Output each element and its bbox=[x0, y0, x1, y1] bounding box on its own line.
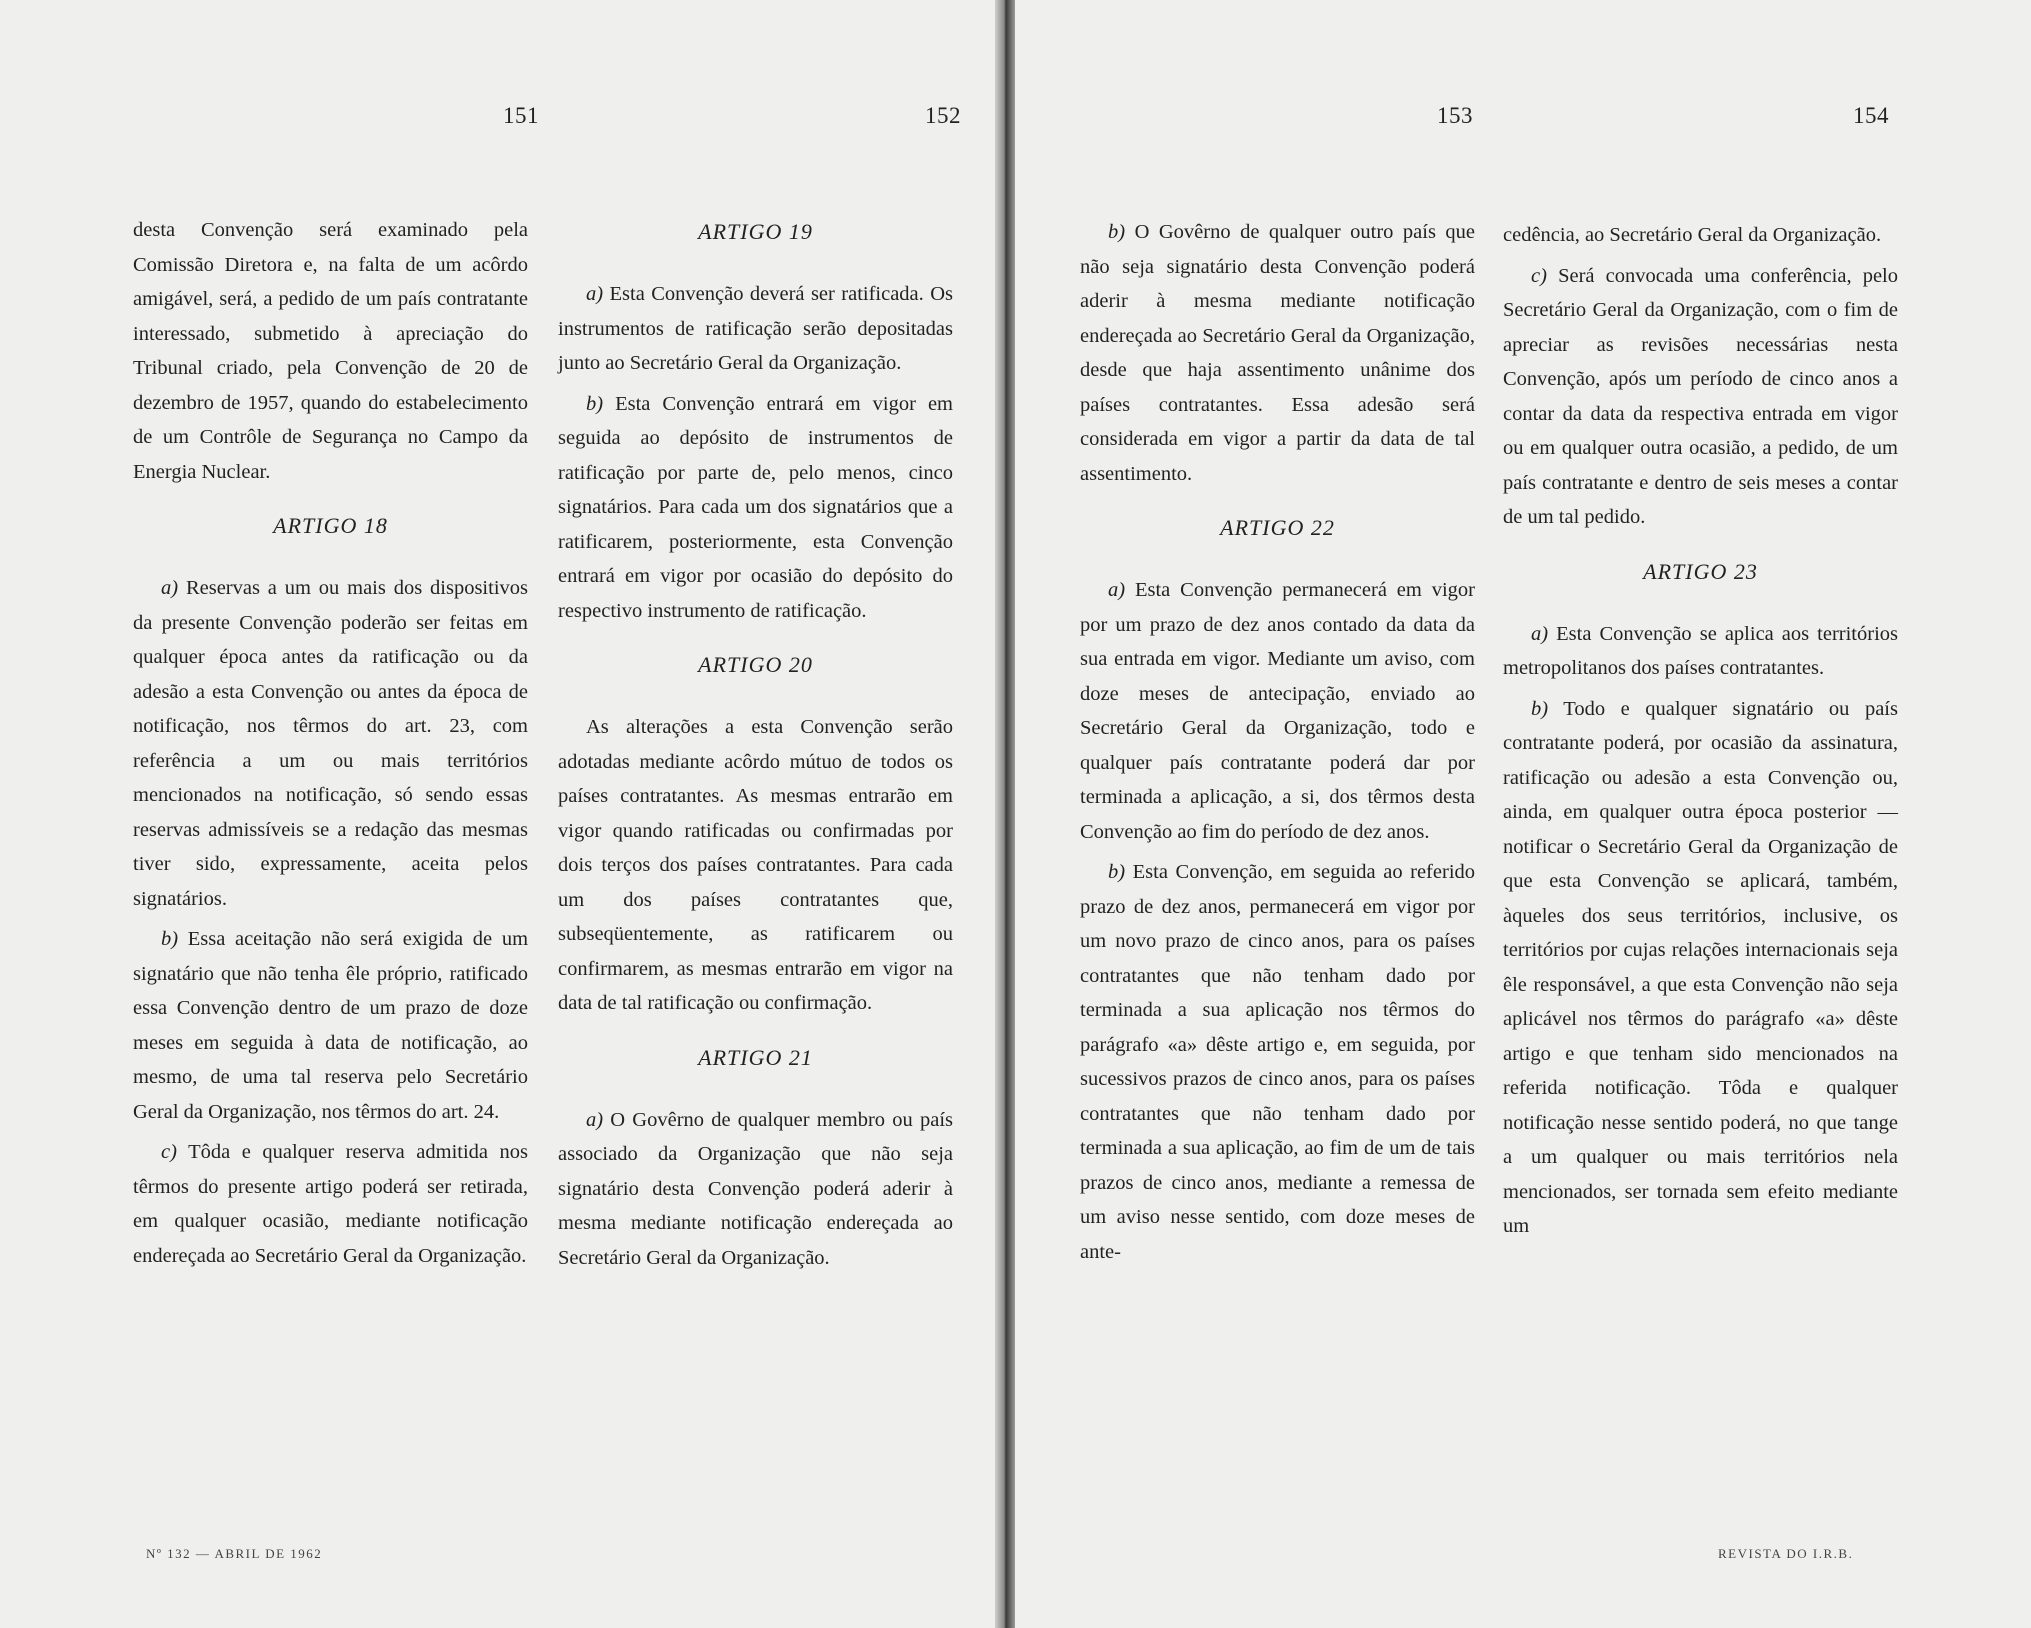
article-heading: ARTIGO 23 bbox=[1643, 558, 1758, 584]
item-label: a) bbox=[1531, 622, 1549, 645]
paragraph: As alterações a esta Convenção serão adotadas mediante acôrdo mútuo de todos os países contratantes. As mesmas entrarão em vigor quando ratificadas ou confirmadas por dois terços dos países contratantes. Para cada um dos países contratantes que, subseqüentemente, as ratificarem ou confirmarem, as mesmas entrarão em vigor na data de tal ratificação ou confirmação. bbox=[558, 716, 953, 1014]
item-text: Esta Convenção se aplica aos territórios metropolitanos dos países contratantes. bbox=[1503, 622, 1899, 679]
item-label: a) bbox=[586, 1108, 604, 1131]
footer-issue: Nº 132 — ABRIL DE 1962 bbox=[146, 1546, 323, 1561]
item-text: O Govêrno de qualquer outro país que não seja signatário desta Convenção poderá aderir à mesma mediante notificação endereçada ao Secretário Geral da Organização, desde que haja assentimento unânime dos países contratantes. Essa adesão será considerada em vigor a partir da data de tal assentimento. bbox=[1080, 221, 1476, 485]
item-label: b) bbox=[1531, 697, 1549, 720]
item-text: Essa aceitação não será exigida de um signatário que não tenha êle próprio, ratificado essa Convenção dentro de um prazo de doze meses em seguida à data de notificação, ao mesmo, de uma tal reserva pelo Secretário Geral da Organização, nos têrmos do art. 24. bbox=[133, 928, 529, 1123]
item-text: Reservas a um ou mais dos dispositivos da presente Convenção poderão ser feitas em qualquer época antes da ratificação ou da adesão a esta Convenção ou antes da época de notificação, nos têrmos do art. 23, com referência a um ou mais territórios mencionados na notificação, só sendo essas reservas admissíveis se a redação das mesmas tiver sido, expressamente, aceita pelos signatários. bbox=[133, 577, 528, 910]
paragraph bbox=[558, 1103, 953, 1276]
paragraph bbox=[558, 387, 953, 629]
paragraph bbox=[133, 1135, 528, 1273]
item-label: a) bbox=[161, 577, 179, 599]
item-label: a) bbox=[1108, 579, 1126, 601]
item-label: b) bbox=[161, 928, 179, 950]
paragraph: desta Convenção será examinado pela Comissão Diretora e, na falta de um acôrdo amigável, será, a pedido de um país contratante interessado, submetido à apreciação do Tribunal criado, pela Convenção de 20 de dezembro de 1957, quando do estabelecimento de um Contrôle de Segurança no Campo da Energia Nuclear. bbox=[133, 219, 528, 483]
column-page-152 bbox=[558, 215, 953, 1281]
paragraph bbox=[558, 277, 953, 381]
article-heading: ARTIGO 20 bbox=[698, 652, 813, 677]
item-text: Esta Convenção entrará em vigor em seguida ao depósito de instrumentos de ratificação por parte de, pelo menos, cinco signatários. Para cada um dos signatários que a ratificarem, posteriormente, esta Convenção entrará em vigor por ocasião do depósito do respectivo instrumento de ratificação. bbox=[558, 392, 953, 622]
paragraph bbox=[1080, 573, 1475, 849]
paragraph bbox=[1503, 692, 1898, 1244]
item-label: c) bbox=[1531, 264, 1547, 287]
item-label: c) bbox=[161, 1141, 177, 1163]
paragraph bbox=[1503, 259, 1898, 535]
item-text: Tôda e qualquer reserva admitida nos têrmos do presente artigo poderá ser retirada, em qualquer ocasião, mediante notificação endereçada ao Secretário Geral da Organização. bbox=[133, 1141, 528, 1267]
book-gutter bbox=[995, 0, 1015, 1628]
item-label: a) bbox=[586, 283, 604, 305]
column-page-153 bbox=[1080, 215, 1475, 1275]
item-text: Esta Convenção permanecerá em vigor por um prazo de dez anos contado da data da sua entrada em vigor. Mediante um aviso, com doze meses de antecipação, enviado ao Secretário Geral da Organização, todo e qualquer país contratante poderá dar por terminada a aplicação, a si, dos têrmos desta Convenção ao fim do período de dez anos. bbox=[1080, 579, 1476, 843]
paragraph bbox=[1080, 855, 1475, 1269]
item-text: Esta Convenção, em seguida ao referido prazo de dez anos, permanecerá em vigor por um novo prazo de cinco anos, para os países contratantes que não tenham dado por terminada a sua aplicação nos têrmos do parágrafo «a» dêste artigo e, em seguida, por sucessivos prazos de cinco anos, para os países contratantes que não tenham dado por terminada a sua aplicação, ao fim de um de tais prazos de cinco anos, mediante a remessa de um aviso nesse sentido, com doze meses de ante- bbox=[1080, 861, 1476, 1263]
paragraph: cedência, ao Secretário Geral da Organização. bbox=[1503, 224, 1882, 246]
page-number-152: 152 bbox=[925, 103, 961, 128]
item-text: Será convocada uma conferência, pelo Secretário Geral da Organização, com o fim de apreciar as revisões necessárias nesta Convenção, após um período de cinco anos a contar da data da respectiva entrada em vigor ou em qualquer outra ocasião, a pedido, de um país contratante e dentro de seis meses a contar de um tal pedido. bbox=[1503, 264, 1898, 528]
article-heading: ARTIGO 22 bbox=[1220, 515, 1335, 540]
footer-journal: REVISTA DO I.R.B. bbox=[1718, 1546, 1854, 1561]
item-text: Todo e qualquer signatário ou país contratante poderá, por ocasião da assinatura, ratificação ou adesão a esta Convenção ou, ainda, em qualquer outra época posterior — notificar o Secretário Geral da Organização de que esta Convenção se aplicará, também, àqueles dos seus territórios, inclusive, os territórios por cujas relações internacionais seja êle responsável, a que esta Convenção não seja aplicável nos têrmos do parágrafo «a» dêste artigo e que tenham sido mencionados na referida notificação. Tôda e qualquer notificação nesse sentido poderá, no que tange a um qualquer ou mais territórios nela mencionados, ser tornada sem efeito mediante um bbox=[1503, 697, 1898, 1237]
article-heading: ARTIGO 21 bbox=[698, 1044, 813, 1070]
paragraph bbox=[1503, 617, 1898, 686]
item-text: O Govêrno de qualquer membro ou país associado da Organização que não seja signatário desta Convenção poderá aderir à mesma mediante notificação endereçada ao Secretário Geral da Organização. bbox=[558, 1108, 953, 1269]
paragraph bbox=[133, 571, 528, 916]
page-number-151: 151 bbox=[503, 103, 539, 128]
article-heading: ARTIGO 19 bbox=[698, 219, 813, 244]
page-number-154: 154 bbox=[1853, 103, 1889, 128]
page-number-153: 153 bbox=[1437, 103, 1473, 128]
column-page-154 bbox=[1503, 218, 1898, 1250]
paragraph bbox=[133, 922, 528, 1129]
column-page-151 bbox=[133, 213, 528, 1279]
item-label: b) bbox=[1108, 861, 1126, 883]
article-heading: ARTIGO 18 bbox=[273, 513, 388, 538]
item-text: Esta Convenção deverá ser ratificada. Os instrumentos de ratificação serão depositadas junto ao Secretário Geral da Organização. bbox=[558, 283, 953, 374]
item-label: b) bbox=[1108, 221, 1126, 243]
item-label: b) bbox=[586, 392, 604, 415]
paragraph bbox=[1080, 215, 1475, 491]
